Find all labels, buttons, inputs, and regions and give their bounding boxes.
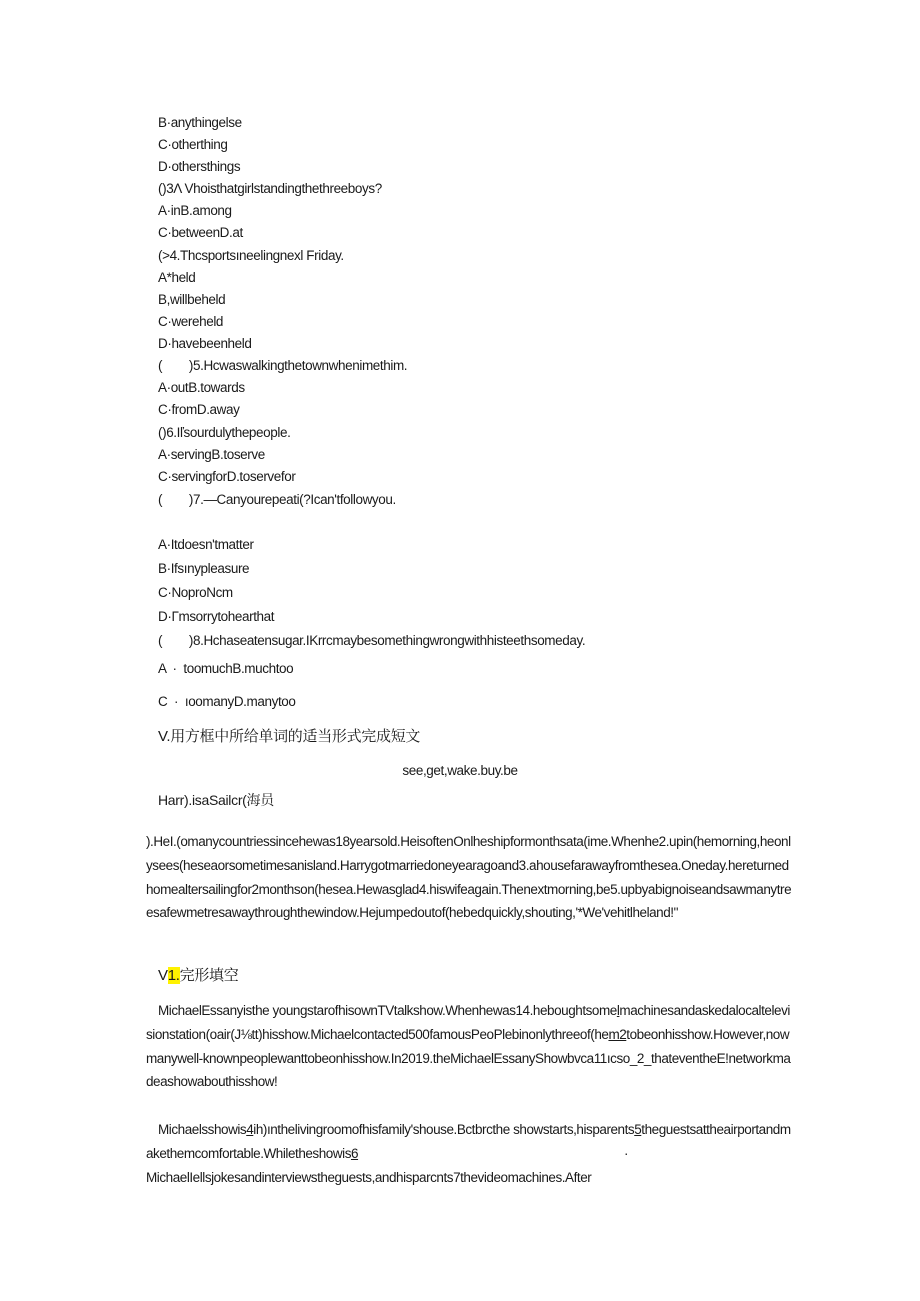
q7-option-a: A·Itdoesn'tmatter bbox=[158, 537, 254, 552]
q7-option-c: C·NoproNcm bbox=[158, 585, 233, 600]
section-6-heading-highlight: 1. bbox=[167, 967, 180, 984]
passage-section-6-p1 bbox=[146, 999, 794, 1094]
section-6-heading-text: 完形填空 bbox=[179, 967, 239, 984]
passage-section-5: ).HeI.(omanycountriessincehewas18yearsold.HeisoftenOnlheshipformonthsata(ime.Whenhe2.upin(hemorning,heonlysees(heseaorsometimesanisland.Harrygotmarriedoneyearagoand3.ahousefarawayfromthesea.Oneday.hereturnedhomealtersailingfor2monthson(hesea.Hewasglad4.hiswifeagain.Thenextmorning,be5.upbyabignoiseandsawmanytreesafewmetresawaythroughthewindow.Hejumpedoutof(hebedquickly,shouting,'*We'vehitlheland!" bbox=[146, 834, 792, 921]
q5-options-ab: A·outB.towards bbox=[158, 380, 245, 395]
section-6-heading bbox=[158, 967, 238, 985]
q4-stem: (>4.Thcsportsıneelingnexl Friday. bbox=[158, 248, 344, 263]
word-box: see,get,wake.buy.be bbox=[402, 763, 518, 778]
q4-option-d: D·havebeenheld bbox=[158, 336, 252, 351]
section-5-heading: V.用方框中所给单词的适当形式完成短文 bbox=[158, 728, 421, 745]
q6-options-cd: C·servingforD.toservefor bbox=[158, 469, 296, 484]
p1-blank-2: m2 bbox=[608, 1026, 627, 1042]
section-6-heading-prefix: V bbox=[158, 967, 168, 984]
passage-section-6-p2 bbox=[146, 1118, 794, 1189]
q2-option-c: C·otherthing bbox=[158, 137, 228, 152]
p2-text-c: theguestsattheairportandmakethemcomfortable.Whiletheshowis bbox=[146, 1122, 791, 1161]
p1-text-c: tobeonhisshow.However,nowmanywell-knownpeoplewanttobeonhisshow.In2019.theMichaelEssanyShowbvca11ıcso_2_thateventheE!networkmadeashowabouthisshow! bbox=[146, 1026, 791, 1090]
p1-blank-1: l bbox=[616, 1003, 620, 1018]
q8-options-cd: C · ıoomanyD.manytoo bbox=[158, 694, 296, 709]
q3-options-ab: A·inB.among bbox=[158, 203, 232, 218]
p1-text-a: MichaelEssanyisthe youngstarofhisownTVtalkshow.Whenhewas14.heboughtsome bbox=[158, 1003, 617, 1018]
q7-option-b: B·Ifsınypleasure bbox=[158, 561, 250, 576]
q6-options-ab: A·servingB.toserve bbox=[158, 447, 265, 462]
q5-options-cd: C·fromD.away bbox=[158, 402, 240, 417]
p2-blank-6: 6 bbox=[351, 1145, 359, 1161]
p2-blank-4: 4 bbox=[246, 1122, 254, 1137]
q4-option-c: C·wereheld bbox=[158, 314, 224, 329]
q2-option-d: D·othersthings bbox=[158, 159, 241, 174]
p2-blank-5: 5 bbox=[634, 1122, 642, 1137]
p2-text-a: Michaelsshowis bbox=[158, 1122, 247, 1137]
q7-stem: ( )7.—Canyourepeati(?Ican'tfollowyou. bbox=[158, 492, 396, 507]
q4-option-b: B,willbeheld bbox=[158, 292, 226, 307]
q3-stem: ()3Λ Vhoisthatgirlstandingthethreeboys? bbox=[158, 181, 382, 196]
passage-first-line: Harr).isaSailcr(海员 bbox=[158, 792, 274, 808]
q8-stem: ( )8.Hchaseatensugar.IKrrcmaybesomethingwrongwithhisteethsomeday. bbox=[158, 633, 586, 648]
q5-stem: ( )5.Hcwaswalkingthetownwhenimethim. bbox=[158, 358, 408, 373]
q3-options-cd: C·betweenD.at bbox=[158, 225, 243, 240]
p2-dot: · bbox=[624, 1145, 629, 1161]
q6-stem: ()6.Iľsourdulythepeople. bbox=[158, 425, 291, 440]
q4-option-a: A*held bbox=[158, 270, 196, 285]
p2-text-d: MichaelIellsjokesandinterviewstheguests,andhisparcnts7thevideomachines.After bbox=[146, 1169, 592, 1185]
p1-text-b: machinesandaskedalocaltelevisionstation(oair(J⅛tt)hisshow.Michaelcontacted500famousPeoPlebinonlythreeof(he bbox=[146, 1003, 790, 1042]
q8-options-ab: A · toomuchB.muchtoo bbox=[158, 661, 294, 676]
p2-text-b: ih)ınthelivingroomofhisfamily'shouse.Bctbrcthe showstarts,hisparents bbox=[253, 1122, 635, 1137]
q7-option-d: D·Γmsorrytohearthat bbox=[158, 609, 275, 624]
q2-option-b: B·anythingelse bbox=[158, 115, 242, 130]
